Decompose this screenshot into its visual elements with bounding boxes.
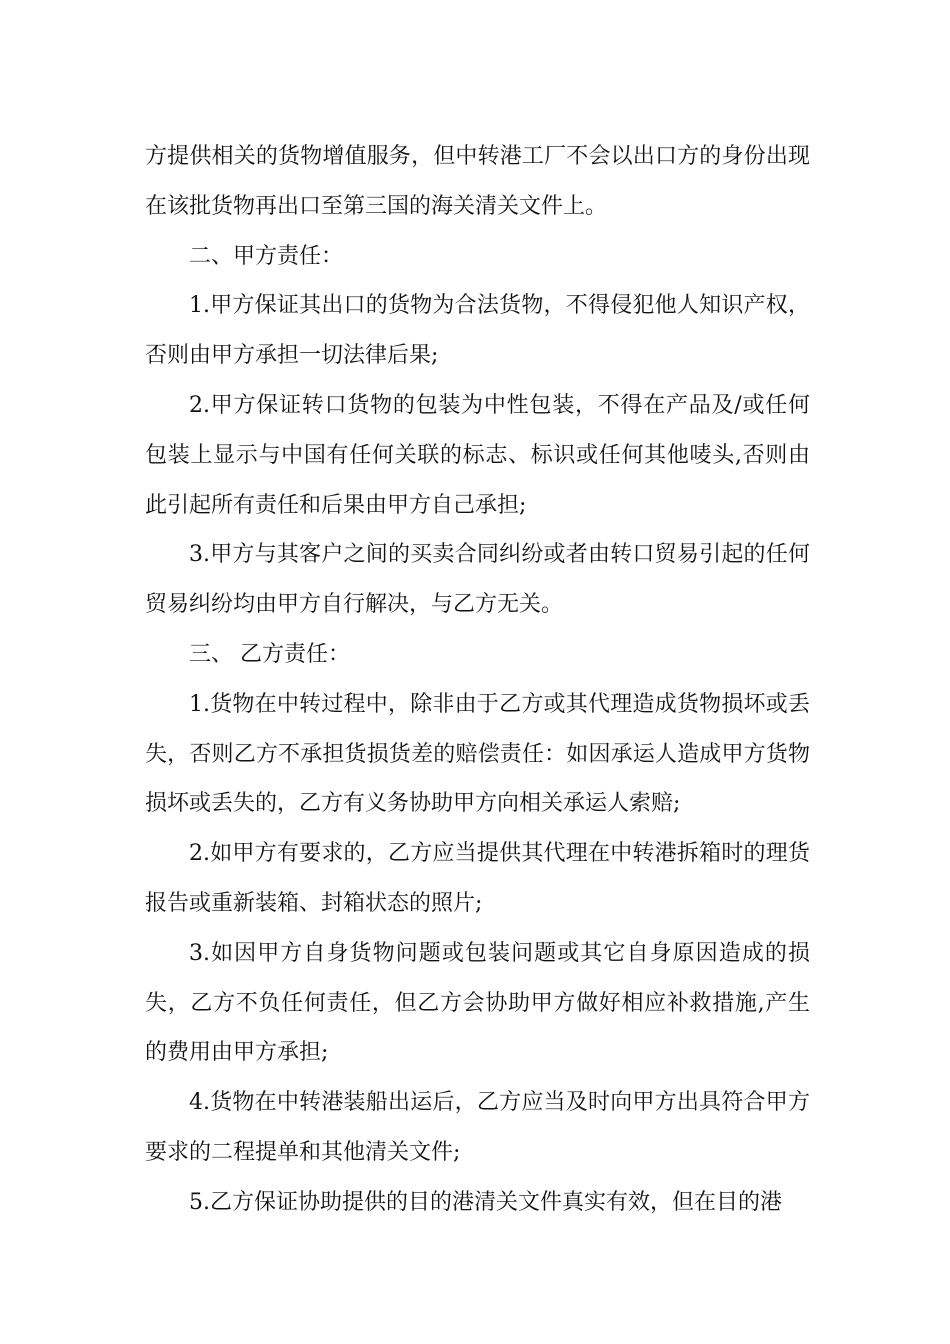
clause-a-1: 1.甲方保证其出口的货物为合法货物，不得侵犯他人知识产权，否则由甲方承担一切法律后果;: [145, 293, 810, 369]
clause-b-5: 5.乙方保证协助提供的目的港清关文件真实有效，但在目的港: [189, 1189, 782, 1215]
clause-a-3: 3.甲方与其客户之间的买卖合同纠纷或者由转口贸易引起的任何贸易纠纷均由甲方自行解决，与乙方无关。: [145, 542, 810, 618]
clause-b-1: 1.货物在中转过程中，除非由于乙方或其代理造成货物损坏或丢失，否则乙方不承担货损货差的赔偿责任：如因承运人造成甲方货物损坏或丢失的，乙方有义务协助甲方向相关承运人索赔;: [145, 691, 810, 817]
clause-a-2: 2.甲方保证转口货物的包装为中性包装，不得在产品及/或任何包装上显示与中国有任何关联的标志、标识或任何其他唛头,否则由此引起所有责任和后果由甲方自己承担;: [145, 392, 810, 518]
clause-b-2: 2.如甲方有要求的，乙方应当提供其代理在中转港拆箱时的理货报告或重新装箱、封箱状态的照片;: [145, 841, 810, 916]
section-heading-party-a: 二、甲方责任：: [189, 243, 344, 269]
paragraph-continuation: 方提供相关的货物增值服务，但中转港工厂不会以出口方的身份出现在该批货物再出口至第三国的海关清关文件上。: [145, 144, 810, 219]
clause-b-3: 3.如因甲方自身货物问题或包装问题或其它自身原因造成的损失，乙方不负任何责任，但乙方会协助甲方做好相应补救措施,产生的费用由甲方承担;: [145, 940, 810, 1066]
document-body: [145, 132, 810, 1228]
clause-b-4: 4.货物在中转港装船出运后，乙方应当及时向甲方出具符合甲方要求的二程提单和其他清关文件;: [145, 1090, 810, 1165]
section-heading-party-b: 三、 乙方责任：: [189, 641, 350, 667]
